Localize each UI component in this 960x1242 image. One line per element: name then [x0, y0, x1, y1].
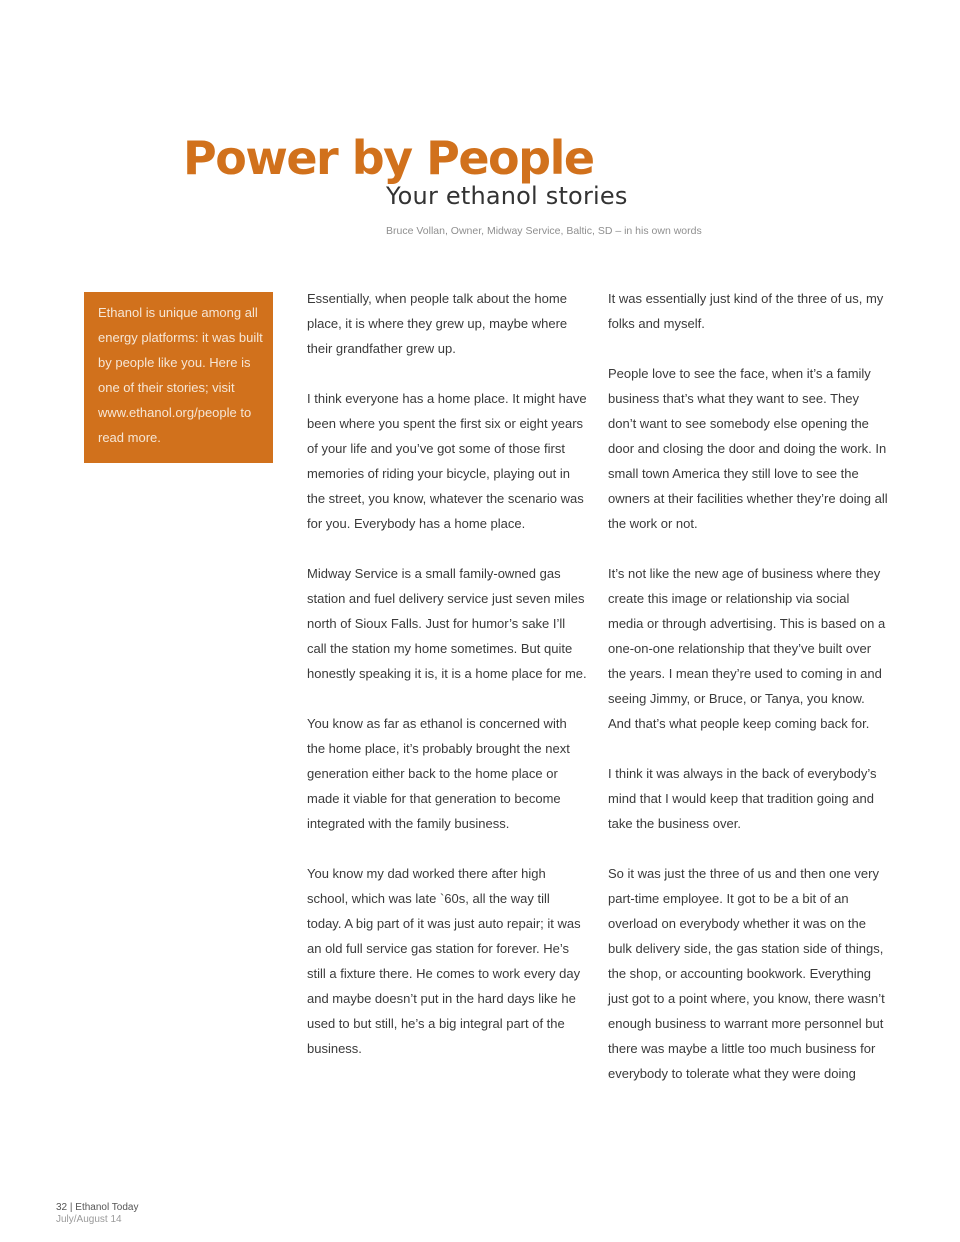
column-2-paragraph-5: So it was just the three of us and then one very part-time employee. It got to be a bit of an overload on everybody whether it was on the bulk delivery side, the gas station side of things, the shop, or accounting bookwork. Everything just got to a point where, you know, there wasn’t enough business to warrant more personnel but there was maybe a little too much business for everybody to tolerate what they were doing	[608, 866, 885, 1081]
column-2-paragraph-4: I think it was always in the back of everybody’s mind that I would keep that tradition going and take the business over.	[608, 766, 877, 831]
footer-issue-date: July/August 14	[56, 1214, 122, 1225]
column-2-paragraph-3: It’s not like the new age of business where they create this image or relationship via social media or through advertising. This is based on a one-on-one relationship that they’ve built over the years. I mean they’re used to coming in and seeing Jimmy, or Bruce, or Tanya, you know. And that’s what people keep coming back for.	[608, 566, 886, 731]
column-1-paragraph-4: You know as far as ethanol is concerned with the home place, it’s probably brought the next generation either back to the home place or made it viable for that generation to become integrated with the family business.	[307, 716, 570, 831]
article-byline: Bruce Vollan, Owner, Midway Service, Baltic, SD – in his own words	[386, 225, 702, 237]
article-column-2	[608, 286, 888, 1111]
footer-page-label: 32 | Ethanol Today	[56, 1202, 139, 1213]
column-2-paragraph-1: It was essentially just kind of the three of us, my folks and myself.	[608, 291, 884, 331]
callout-box	[84, 292, 273, 463]
page-footer	[56, 1202, 138, 1226]
article-subtitle: Your ethanol stories	[386, 182, 628, 210]
column-1-paragraph-3: Midway Service is a small family-owned gas station and fuel delivery service just seven miles north of Sioux Falls. Just for humor’s sake I’ll call the station my home sometimes. But quite honestly speaking it is, it is a home place for me.	[307, 566, 587, 681]
callout-text: Ethanol is unique among all energy platforms: it was built by people like you. Here is one of their stories; visit www.ethanol.org/people to read more.	[98, 305, 263, 445]
column-1-paragraph-2: I think everyone has a home place. It might have been where you spent the first six or eight years of your life and you’ve got some of those first memories of riding your bicycle, playing out in the street, you know, whatever the scenario was for you. Everybody has a home place.	[307, 391, 587, 531]
column-1-paragraph-1: Essentially, when people talk about the home place, it is where they grew up, maybe where their grandfather grew up.	[307, 291, 568, 356]
column-2-paragraph-2: People love to see the face, when it’s a family business that’s what they want to see. They don’t want to see somebody else opening the door and closing the door and doing the work. In small town America they still love to see the owners at their facilities whether they’re doing all the work or not.	[608, 366, 888, 531]
column-1-paragraph-5: You know my dad worked there after high school, which was late `60s, all the way till today. A big part of it was just auto repair; it was an old full service gas station for forever. He’s still a fixture there. He comes to work every day and maybe doesn’t put in the hard days like he used to but still, he’s a big integral part of the business.	[307, 866, 581, 1056]
article-title: Power by People	[183, 131, 594, 185]
article-column-1	[307, 286, 587, 1086]
